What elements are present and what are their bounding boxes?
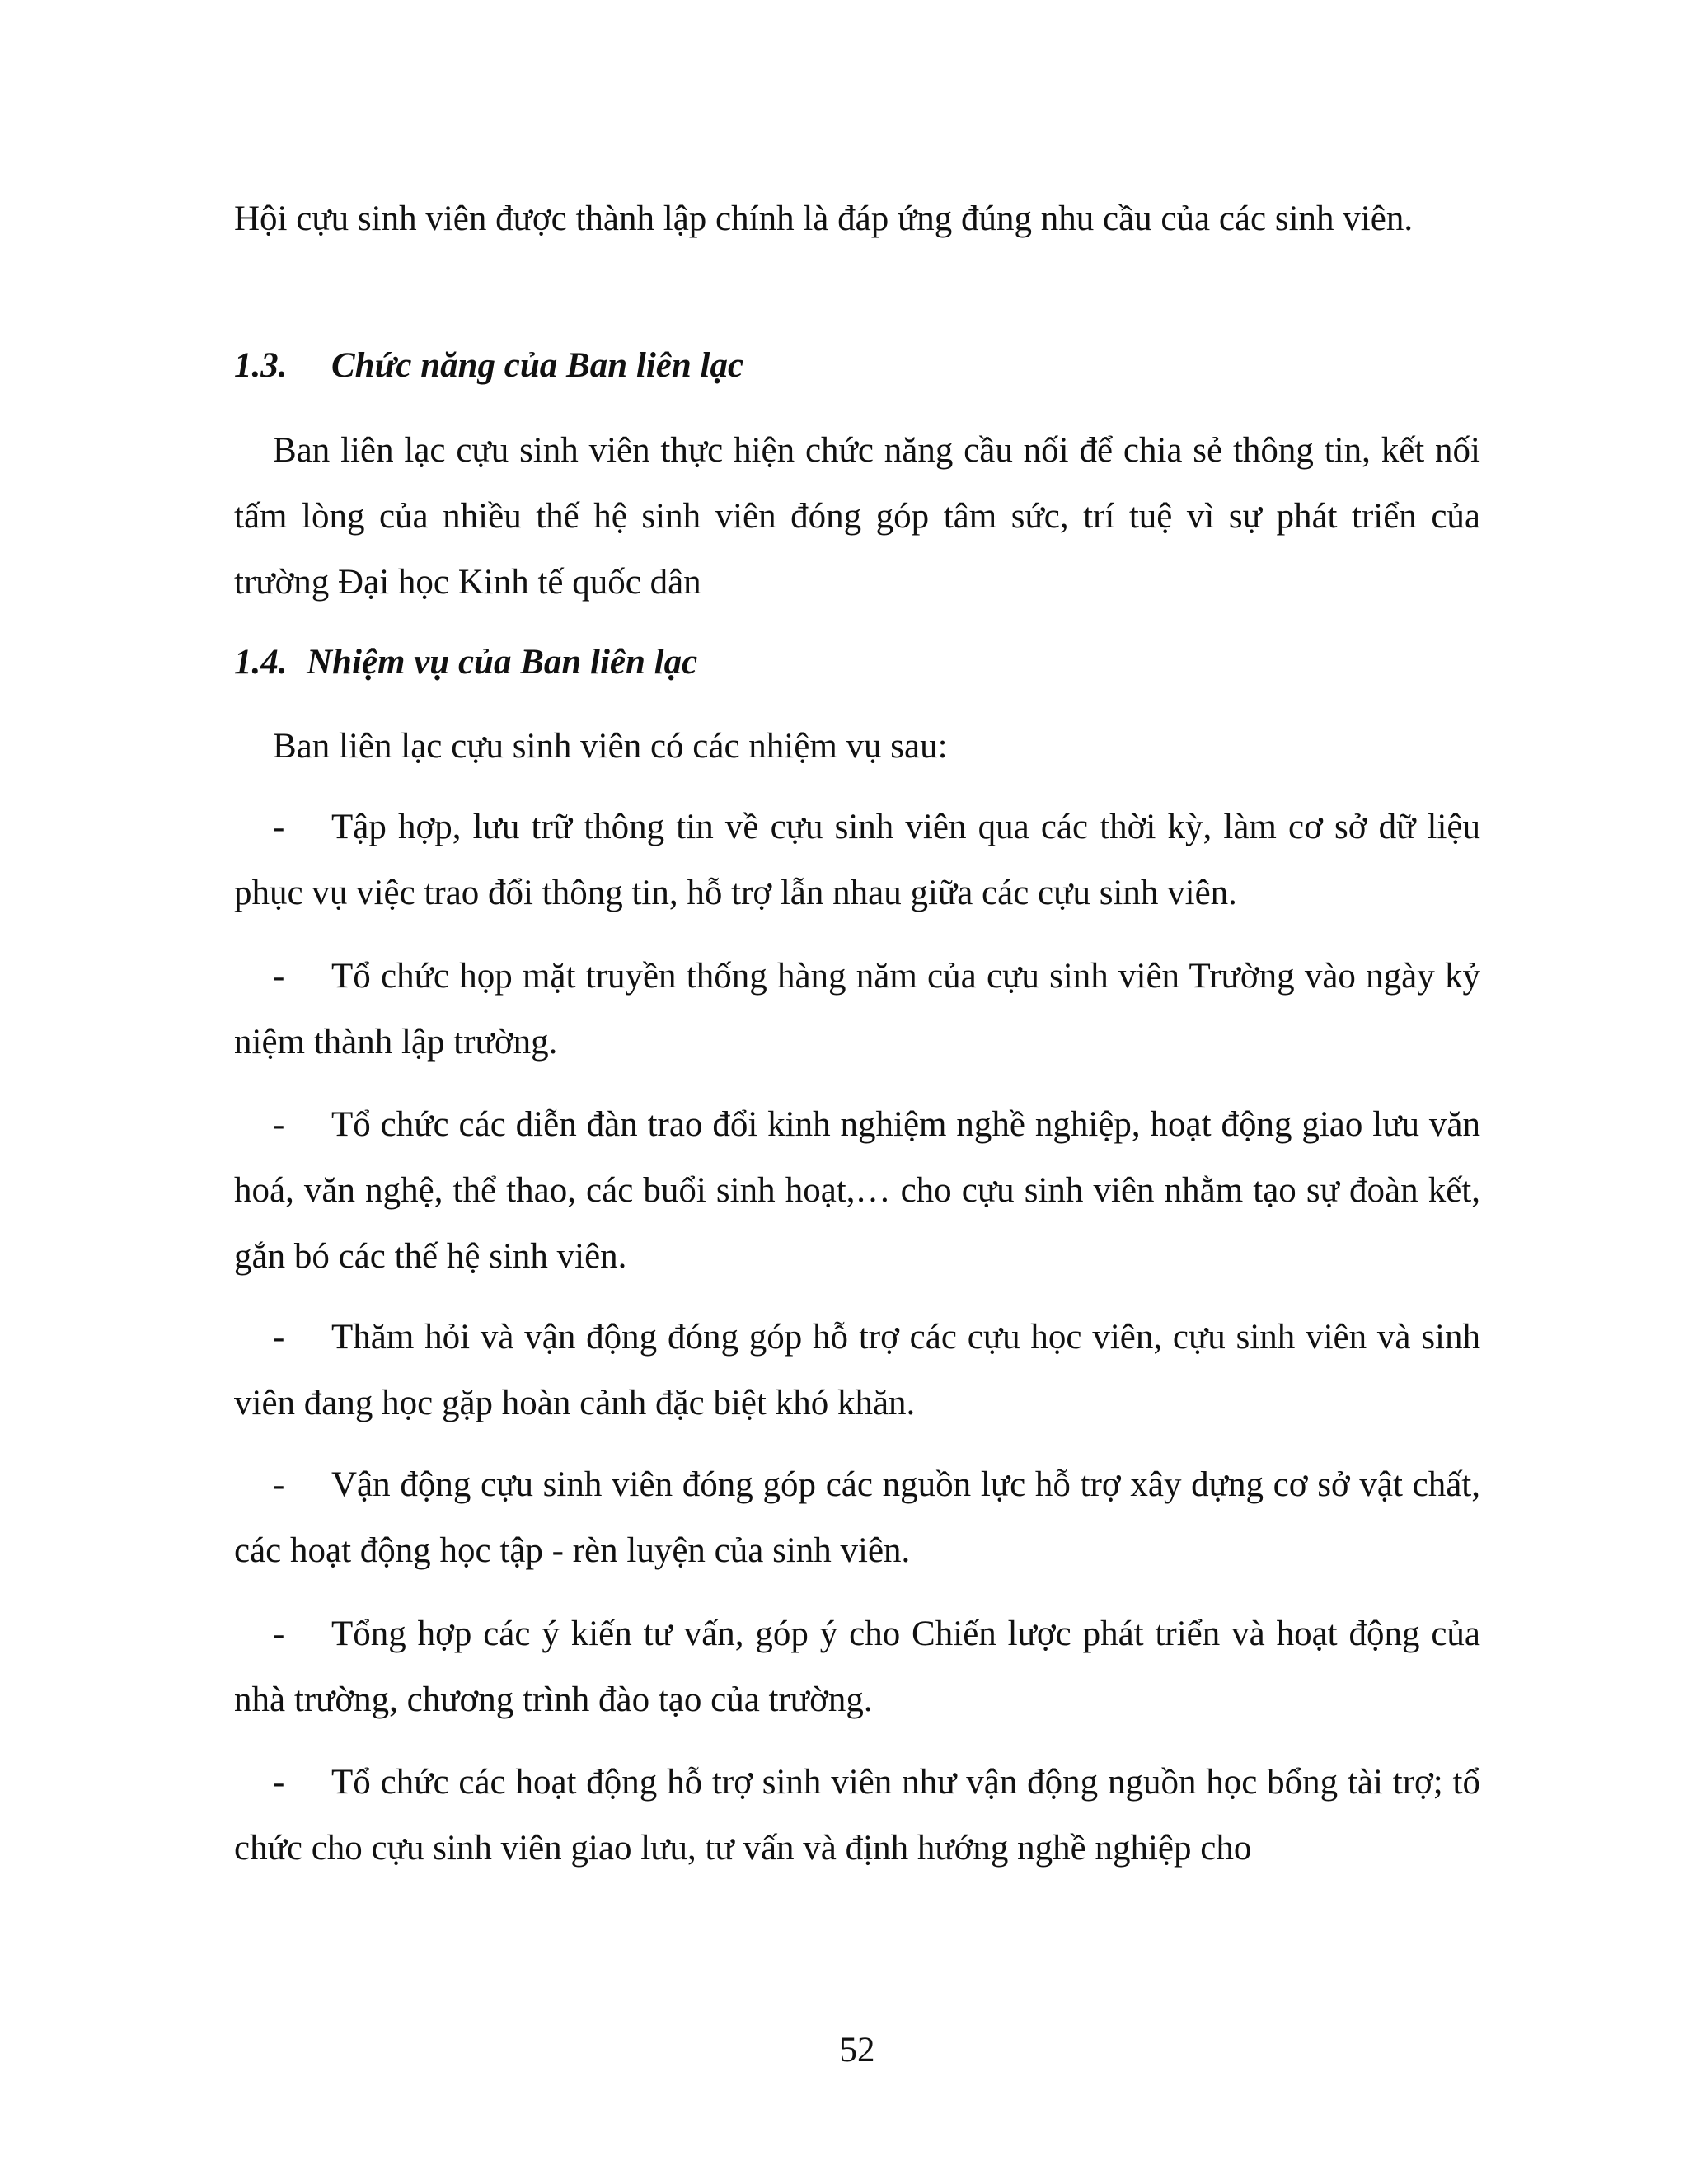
list-item-text: Thăm hỏi và vận động đóng góp hỗ trợ các cựu học viên, cựu sinh viên và sinh viên đang học gặp hoàn cảnh đặc biệt khó khăn. xyxy=(234,1318,1480,1422)
list-item xyxy=(234,1305,1480,1436)
list-item xyxy=(234,1750,1480,1882)
bullet-dash: - xyxy=(273,1763,285,1802)
intro-paragraph: Hội cựu sinh viên được thành lập chính là đáp ứng đúng nhu cầu của các sinh viên. xyxy=(234,199,1414,238)
section-1-4-title: Nhiệm vụ của Ban liên lạc xyxy=(307,643,698,682)
list-item xyxy=(234,1601,1480,1733)
list-item-text: Vận động cựu sinh viên đóng góp các nguồn lực hỗ trợ xây dựng cơ sở vật chất, các hoạt động học tập - rèn luyện của sinh viên. xyxy=(234,1465,1480,1570)
section-1-4-intro: Ban liên lạc cựu sinh viên có các nhiệm vụ sau: xyxy=(273,727,948,766)
section-1-3-title: Chức năng của Ban liên lạc xyxy=(331,346,744,385)
section-1-3-number: 1.3. xyxy=(234,346,288,385)
bullet-dash: - xyxy=(273,1105,285,1144)
page-number: 52 xyxy=(839,2031,875,2069)
section-1-3-body: Ban liên lạc cựu sinh viên thực hiện chức năng cầu nối để chia sẻ thông tin, kết nối tấm lòng của nhiều thế hệ sinh viên đóng góp tâm sức, trí tuệ vì sự phát triển của trường Đại học Kinh tế quốc dân xyxy=(234,431,1480,602)
bullet-dash: - xyxy=(273,1318,285,1357)
list-item xyxy=(234,1092,1480,1290)
section-1-4-number: 1.4. xyxy=(234,643,288,682)
list-item-text: Tổng hợp các ý kiến tư vấn, góp ý cho Chiến lược phát triển và hoạt động của nhà trường, chương trình đào tạo của trường. xyxy=(234,1615,1480,1719)
bullet-dash: - xyxy=(273,808,285,846)
bullet-dash: - xyxy=(273,1465,285,1504)
section-1-4-heading xyxy=(234,630,697,696)
list-item-text: Tổ chức các diễn đàn trao đổi kinh nghiệm nghề nghiệp, hoạt động giao lưu văn hoá, văn nghệ, thể thao, các buổi sinh hoạt,… cho cựu sinh viên nhằm tạo sự đoàn kết, gắn bó các thế hệ sinh viên. xyxy=(234,1105,1480,1276)
list-item-text: Tổ chức các hoạt động hỗ trợ sinh viên như vận động nguồn học bổng tài trợ; tổ chức cho cựu sinh viên giao lưu, tư vấn và định hướng nghề nghiệp cho xyxy=(234,1763,1480,1868)
bullet-dash: - xyxy=(273,957,285,996)
list-item xyxy=(234,944,1480,1076)
list-item-text: Tập hợp, lưu trữ thông tin về cựu sinh viên qua các thời kỳ, làm cơ sở dữ liệu phục vụ việc trao đổi thông tin, hỗ trợ lẫn nhau giữa các cựu sinh viên. xyxy=(234,808,1480,912)
section-1-3-heading xyxy=(234,333,743,399)
list-item-text: Tổ chức họp mặt truyền thống hàng năm của cựu sinh viên Trường vào ngày kỷ niệm thành lập trường. xyxy=(234,957,1480,1062)
document-page xyxy=(234,0,1480,2184)
bullet-dash: - xyxy=(273,1615,285,1653)
list-item xyxy=(234,1452,1480,1584)
list-item xyxy=(234,794,1480,926)
